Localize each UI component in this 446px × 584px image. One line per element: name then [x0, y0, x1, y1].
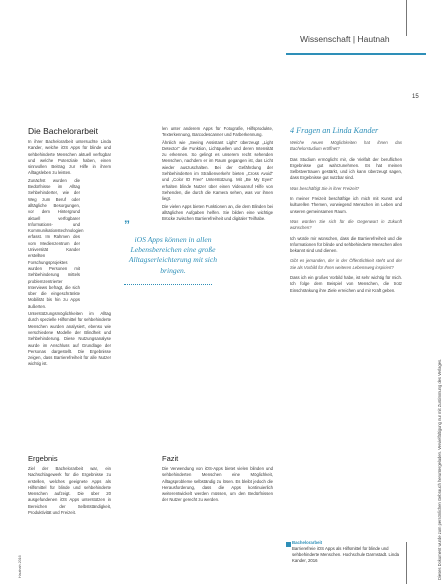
contact-box	[292, 540, 402, 564]
interview-answer: Ich würde mir wünschen, dass die Barrierefreiheit und die Informationen für blinde und sehbehinderte Menschen allen bekannt sind und dienen.	[290, 235, 402, 254]
article-paragraph: Ziel der Bachelorarbeit war, ein Nachschlagewerk für die Ergebnisse zu erstellen, welches geeignete Apps als Hilfsmittel für blinde und sehbehinderte Menschen aufzeigt. Die über 20 ausgefundenen iOS Apps unterstützen in Bereichen der Selbstständigkeit, Produktivität und Freizeit.	[28, 466, 111, 516]
vertical-left-note	[12, 500, 20, 580]
page-number: 15	[412, 94, 419, 100]
article-paragraph: len unter anderem Apps für Fotografie, Hilfsprodukte, Texterkennung, Barcodescanner und Farberkennung.	[162, 126, 273, 138]
interview-column	[290, 126, 402, 298]
contact-title: Bachelorarbeit	[292, 540, 323, 545]
pull-quote: iOS Apps können in allen Lebensbereichen eine große Alltagserleichterung mit sich bringen.	[128, 235, 218, 275]
article-column-1	[28, 126, 111, 369]
article-title: Die Bachelorarbeit	[28, 126, 98, 136]
contact-marker-icon	[286, 542, 291, 547]
article-paragraph: Zunächst wurden die Bedürfnisse im Alltag Sehbehinderter, wie der Weg zum Beruf oder alltägliche Besorgungen, vor dem Hintergrund aktuell verfügbarer Informations- und Kommunikationstechnologien erfasst. Im Rahmen des vom Medienzentrum der Universität Kander erstellten Forschungsprojektes wurden Personen mit Sehbehinderung mittels problemzentrierter Interviews befragt, die sich über die eingeschränkte Mobilität bis hin zu Apps äußerten.	[28, 177, 84, 309]
interview-question: Was beschäftigt Sie in ihrer Freizeit?	[290, 185, 360, 191]
conclusion-heading: Fazit	[162, 454, 179, 463]
article-paragraph: Die Verwendung von iOS-Apps bietet vielen blinden und sehbehinderten Menschen eine Möglichkeit, Alltagsprobleme selbständig zu lösen. Es bleibt jedoch die Herausforderung, dass die Apps kontinuierlich weiterentwickelt werden müssen, um den Bedürfnissen der Nutzer gerecht zu werden.	[162, 466, 273, 503]
vertical-note-text: Dieses Dokument wurde zum persönlichen Gebrauch heruntergeladen. Vervielfältigung nur mit Zustimmung des Verlages.	[437, 358, 442, 580]
interview-title: 4 Fragen an Linda Kander	[290, 126, 379, 135]
result-heading: Ergebnis	[28, 454, 58, 463]
article-column-2	[162, 126, 273, 223]
article-paragraph: In ihrer Bachelorarbeit untersuchte Linda Kander, welche iOS Apps für blinde und sehbehinderte Menschen aktuell verfügbar und welche Potenziale haben, einen sinnvollen Beitrag zur Hilfe in ihrem Alltagsleben zu leisten.	[28, 139, 111, 176]
top-margin-rule	[406, 0, 407, 36]
interview-answer: In meiner Freizeit beschäftige ich mich mit Kunst und kulturellen Themen, vorwiegend Menschen im Leben und unseren gemeinsamen Raum.	[290, 196, 402, 214]
vertical-left-text: Hautnah 2016	[18, 555, 22, 578]
bottom-margin-rule	[406, 542, 407, 584]
pull-quote-divider	[124, 284, 212, 285]
interview-answer: Dass ich ein großes Vorbild habe, ist sehr wichtig für mich. Ich folge dem Beispiel von Menschen, die trotz Einschränkung ihre Ziele erreichen und mir Kraft geben.	[290, 275, 402, 293]
quote-mark-icon: ”	[124, 218, 130, 232]
contact-body: Barrierefreie iOS Apps als Hilfsmittel für blinde und sehbehinderte Menschen. Hochschule Darmstadt. Linda Kander, 2016	[292, 546, 400, 563]
article-paragraph: Die vielen Apps bieten Funktionen an, die dem Blinden bei alltäglichen Aufgaben helfen. Sie bilden eine wichtige Brücke zwischen Barrierefreiheit und digitaler Teilhabe.	[162, 203, 273, 222]
result-section	[28, 450, 111, 517]
interview-question: Gibt es jemanden, der in der Öffentlichkeit steht und der Sie als Vorbild für Ihren weiteren Lebensweg inspiriert?	[290, 258, 402, 270]
interview-answer: Das Studium ermöglicht mir, die Vielfalt der beruflichen Ergebnisse gut wahrzunehmen. Es hat meinen Selbstvertrauen gestärkt, und ich kann überzeugt sagen, dass Ergebnisse gut nutzbar sind.	[290, 156, 402, 181]
interview-question: Welche neuen Möglichkeiten hat ihnen das Bachelorstudium eröffnet?	[290, 140, 402, 152]
conclusion-section	[162, 450, 273, 505]
vertical-copyright-note	[429, 140, 442, 580]
article-paragraph: Unterstützungsmöglichkeiten im Alltag durch spezielle Hilfsmittel für sehbehinderte Menschen wurden analysiert, ebenso wie verschiedene Modelle der Blindheit und Sehbehinderung. Diese Nutzungsanalyse wurde im Anschluss auf Grundlage der Personas dargestellt. Die Ergebnisse zeigen, dass Barrierefreiheit für alle Nutzer wichtig ist.	[28, 311, 111, 367]
header-rule	[286, 53, 426, 55]
interview-question: Was würden Sie sich für die Gegenwart in Zukunft wünschen?	[290, 218, 402, 231]
section-header: Wissenschaft | Hautnah	[300, 34, 390, 44]
article-paragraph: Ähnlich wie „Seeing Assistant Light" überzeugt „Light Detector" die Funktion, Lichtquellen und deren Intensität zu erkennen. So gelingt es unserem recht sehenden Menschen, nachdem er im Raum gegangen ist, das Licht wieder auszuschalten. Bei der Gefährdung der Sehbehinderten im Straßenverkehr bieten „Cross Avoid" und „Color ID Free" Unterstützung. Mit „Be My Eyes" erhalten blinde Nutzer über einen Videoanruf Hilfe von Sehenden, die durch die Kamera sehen, was vor ihnen liegt.	[162, 139, 273, 202]
